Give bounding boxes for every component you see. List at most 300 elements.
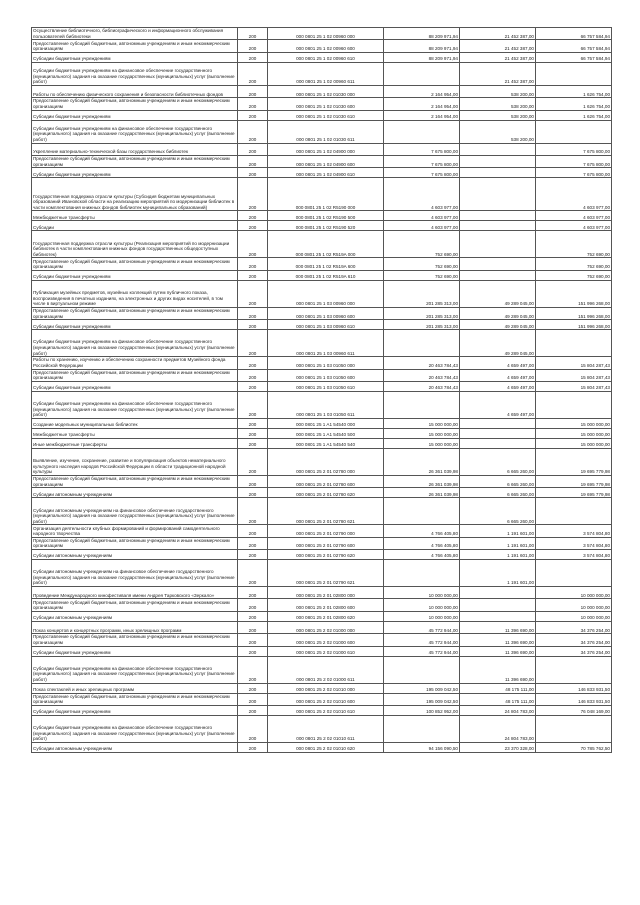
- classification-code-cell: 000 0801 25 1 02 R5190 520: [268, 221, 384, 231]
- remaining-amount-cell: 66 757 584,94: [536, 40, 612, 52]
- executed-amount-cell: 538 200,00: [460, 120, 536, 143]
- row-name-cell: Предоставление субсидий бюджетным, автономным учреждениям и иным некоммерческим организациям: [32, 475, 238, 487]
- admin-code-cell: 200: [238, 525, 268, 537]
- admin-code-cell: 200: [238, 178, 268, 211]
- table-row: [32, 357, 612, 369]
- classification-code-cell: 000 0801 25 2 01 02790 621: [268, 560, 384, 587]
- executed-amount-cell: [460, 221, 536, 231]
- table-row: [32, 706, 612, 716]
- classification-code-cell: 000 0801 25 2 02 01010 611: [268, 716, 384, 743]
- table-row: [32, 270, 612, 280]
- executed-amount-cell: 4 659 497,00: [460, 357, 536, 369]
- classification-code-cell: 000 0801 25 1 02 R5190 000: [268, 178, 384, 211]
- executed-amount-cell: 6 665 260,00: [460, 448, 536, 475]
- admin-code-cell: 200: [238, 307, 268, 319]
- remaining-amount-cell: [536, 62, 612, 85]
- remaining-amount-cell: 4 603 977,00: [536, 178, 612, 211]
- remaining-amount-cell: 15 804 287,43: [536, 381, 612, 391]
- table-row: [32, 448, 612, 475]
- row-name-cell: Субсидии бюджетным учреждениям на финансовое обеспечение государственного (муниципального) задания на оказание государственных (муниципальных) услуг (выполнение работ): [32, 391, 238, 418]
- classification-code-cell: 000 0801 25 1 02 00960 000: [268, 28, 384, 40]
- row-name-cell: Создание модельных муниципальных библиотек: [32, 418, 238, 428]
- classification-code-cell: 000 0801 25 2 01 02780 620: [268, 488, 384, 498]
- executed-amount-cell: 1 191 601,00: [460, 560, 536, 587]
- admin-code-cell: 200: [238, 143, 268, 155]
- remaining-amount-cell: [536, 560, 612, 587]
- executed-amount-cell: 6 665 260,00: [460, 475, 536, 487]
- approved-amount-cell: 88 209 971,94: [384, 28, 460, 40]
- row-name-cell: Предоставление субсидий бюджетным, автономным учреждениям и иным некоммерческим организациям: [32, 537, 238, 549]
- executed-amount-cell: 11 396 690,00: [460, 656, 536, 683]
- approved-amount-cell: 45 772 944,00: [384, 621, 460, 633]
- table-row: [32, 475, 612, 487]
- executed-amount-cell: [460, 211, 536, 221]
- admin-code-cell: 200: [238, 270, 268, 280]
- table-row: [32, 52, 612, 62]
- row-name-cell: Субсидии автономным учреждениям: [32, 550, 238, 560]
- approved-amount-cell: 10 000 000,00: [384, 611, 460, 621]
- approved-amount-cell: 201 285 313,00: [384, 280, 460, 307]
- row-name-cell: Субсидии бюджетным учреждениям на финансовое обеспечение государственного (муниципального) задания на оказание государственных (муниципальных) услуг (выполнение работ): [32, 62, 238, 85]
- executed-amount-cell: 24 804 783,00: [460, 716, 536, 743]
- executed-amount-cell: 11 396 690,00: [460, 646, 536, 656]
- remaining-amount-cell: 19 695 779,98: [536, 448, 612, 475]
- row-name-cell: Субсидии бюджетным учреждениям на финансовое обеспечение государственного (муниципального) задания на оказание государственных (муниципальных) услуг (выполнение работ): [32, 330, 238, 357]
- approved-amount-cell: [384, 120, 460, 143]
- admin-code-cell: 200: [238, 211, 268, 221]
- remaining-amount-cell: 7 675 800,00: [536, 168, 612, 178]
- executed-amount-cell: 48 175 111,00: [460, 693, 536, 705]
- remaining-amount-cell: [536, 330, 612, 357]
- table-row: [32, 381, 612, 391]
- row-name-cell: Предоставление субсидий бюджетным, автономным учреждениям и иным некоммерческим организациям: [32, 40, 238, 52]
- executed-amount-cell: 538 200,00: [460, 98, 536, 110]
- executed-amount-cell: [460, 155, 536, 167]
- remaining-amount-cell: [536, 120, 612, 143]
- admin-code-cell: 200: [238, 743, 268, 753]
- classification-code-cell: 000 0801 25 1 03 00960 611: [268, 330, 384, 357]
- approved-amount-cell: 15 000 000,00: [384, 418, 460, 428]
- executed-amount-cell: 48 175 111,00: [460, 683, 536, 693]
- remaining-amount-cell: 66 757 584,94: [536, 28, 612, 40]
- remaining-amount-cell: 1 626 754,00: [536, 110, 612, 120]
- remaining-amount-cell: 151 996 268,00: [536, 320, 612, 330]
- row-name-cell: Субсидии бюджетным учреждениям: [32, 110, 238, 120]
- remaining-amount-cell: 19 695 779,98: [536, 475, 612, 487]
- row-name-cell: Субсидии бюджетным учреждениям: [32, 270, 238, 280]
- approved-amount-cell: 2 164 954,00: [384, 110, 460, 120]
- table-row: [32, 62, 612, 85]
- remaining-amount-cell: 34 376 254,00: [536, 646, 612, 656]
- row-name-cell: Межбюджетные трансферты: [32, 428, 238, 438]
- row-name-cell: Субсидии бюджетным учреждениям: [32, 706, 238, 716]
- executed-amount-cell: 1 191 601,00: [460, 537, 536, 549]
- remaining-amount-cell: 7 675 800,00: [536, 155, 612, 167]
- executed-amount-cell: 538 200,00: [460, 110, 536, 120]
- executed-amount-cell: 1 191 601,00: [460, 525, 536, 537]
- approved-amount-cell: [384, 498, 460, 525]
- admin-code-cell: 200: [238, 40, 268, 52]
- table-row: [32, 611, 612, 621]
- executed-amount-cell: 6 665 260,00: [460, 498, 536, 525]
- table-row: [32, 587, 612, 599]
- approved-amount-cell: 45 772 944,00: [384, 646, 460, 656]
- approved-amount-cell: [384, 62, 460, 85]
- table-row: [32, 221, 612, 231]
- table-row: [32, 634, 612, 646]
- admin-code-cell: 200: [238, 120, 268, 143]
- row-name-cell: Субсидии бюджетным учреждениям: [32, 168, 238, 178]
- admin-code-cell: 200: [238, 550, 268, 560]
- approved-amount-cell: 4 766 405,80: [384, 525, 460, 537]
- approved-amount-cell: 10 000 000,00: [384, 587, 460, 599]
- remaining-amount-cell: 15 804 287,43: [536, 369, 612, 381]
- admin-code-cell: 200: [238, 587, 268, 599]
- table-row: [32, 656, 612, 683]
- table-row: [32, 85, 612, 97]
- classification-code-cell: 000 0801 25 2 01 02780 000: [268, 448, 384, 475]
- approved-amount-cell: 752 690,00: [384, 258, 460, 270]
- table-row: [32, 98, 612, 110]
- executed-amount-cell: 11 396 690,00: [460, 634, 536, 646]
- classification-code-cell: 000 0801 25 1 A1 54540 500: [268, 428, 384, 438]
- approved-amount-cell: 26 361 039,98: [384, 475, 460, 487]
- table-row: [32, 320, 612, 330]
- classification-code-cell: 000 0801 25 2 01 02780 621: [268, 498, 384, 525]
- row-name-cell: Предоставление субсидий бюджетным, автономным учреждениям и иным некоммерческим организациям: [32, 369, 238, 381]
- classification-code-cell: 000 0801 25 1 03 01050 610: [268, 381, 384, 391]
- executed-amount-cell: 21 452 387,00: [460, 40, 536, 52]
- table-row: [32, 110, 612, 120]
- executed-amount-cell: [460, 438, 536, 448]
- table-row: [32, 391, 612, 418]
- admin-code-cell: 200: [238, 28, 268, 40]
- classification-code-cell: 000 0801 25 2 02 01010 600: [268, 693, 384, 705]
- row-name-cell: Государственная поддержка отрасли культуры (Реализация мероприятий по модернизации библиотек в части комплектования книжных фондов государственных общедоступных библиотек): [32, 231, 238, 258]
- remaining-amount-cell: 752 690,00: [536, 258, 612, 270]
- classification-code-cell: 000 0801 25 1 02 01030 610: [268, 110, 384, 120]
- approved-amount-cell: 4 603 977,00: [384, 221, 460, 231]
- classification-code-cell: 000 0801 25 2 02 01010 620: [268, 743, 384, 753]
- row-name-cell: Предоставление субсидий бюджетным, автономным учреждениям и иным некоммерческим организациям: [32, 98, 238, 110]
- row-name-cell: Субсидии бюджетным учреждениям на финансовое обеспечение государственного (муниципального) задания на оказание государственных (муниципальных) услуг (выполнение работ): [32, 120, 238, 143]
- executed-amount-cell: 21 452 387,00: [460, 62, 536, 85]
- row-name-cell: Предоставление субсидий бюджетным, автономным учреждениям и иным некоммерческим организациям: [32, 155, 238, 167]
- remaining-amount-cell: 151 996 268,00: [536, 307, 612, 319]
- table-row: [32, 743, 612, 753]
- classification-code-cell: 000 0801 25 2 01 02800 000: [268, 587, 384, 599]
- executed-amount-cell: 21 452 387,00: [460, 28, 536, 40]
- executed-amount-cell: [460, 258, 536, 270]
- admin-code-cell: 200: [238, 381, 268, 391]
- admin-code-cell: 200: [238, 231, 268, 258]
- remaining-amount-cell: 1 626 754,00: [536, 98, 612, 110]
- classification-code-cell: 000 0801 25 1 A1 54540 540: [268, 438, 384, 448]
- executed-amount-cell: 6 665 260,00: [460, 488, 536, 498]
- approved-amount-cell: 15 000 000,00: [384, 438, 460, 448]
- admin-code-cell: 200: [238, 280, 268, 307]
- row-name-cell: Предоставление субсидий бюджетным, автономным учреждениям и иным некоммерческим организациям: [32, 599, 238, 611]
- classification-code-cell: 000 0801 25 2 01 02780 600: [268, 475, 384, 487]
- remaining-amount-cell: [536, 391, 612, 418]
- approved-amount-cell: 7 675 800,00: [384, 155, 460, 167]
- remaining-amount-cell: 10 000 000,00: [536, 611, 612, 621]
- admin-code-cell: 200: [238, 357, 268, 369]
- table-row: [32, 330, 612, 357]
- executed-amount-cell: 49 289 045,00: [460, 280, 536, 307]
- remaining-amount-cell: 15 804 287,43: [536, 357, 612, 369]
- remaining-amount-cell: 3 574 804,80: [536, 525, 612, 537]
- admin-code-cell: 200: [238, 85, 268, 97]
- table-row: [32, 143, 612, 155]
- admin-code-cell: 200: [238, 611, 268, 621]
- table-row: [32, 438, 612, 448]
- remaining-amount-cell: 752 690,00: [536, 270, 612, 280]
- row-name-cell: Публикация музейных предметов, музейных коллекций путем публичного показа, воспроизведения в печатных изданиях, на электронных и других видах носителей, в том числе в виртуальном режиме: [32, 280, 238, 307]
- table-row: [32, 178, 612, 211]
- approved-amount-cell: 4 766 405,80: [384, 550, 460, 560]
- admin-code-cell: 200: [238, 369, 268, 381]
- table-row: [32, 258, 612, 270]
- row-name-cell: Государственная поддержка отрасли культуры (Субсидия бюджетам муниципальных образований Ивановской области на реализацию мероприятий по модернизации библиотек в части комплектования книжных фондов библиотек муниципальных образований): [32, 178, 238, 211]
- admin-code-cell: 200: [238, 155, 268, 167]
- row-name-cell: Показ концертов и концертных программ, иных зрелищных программ: [32, 621, 238, 633]
- classification-code-cell: 000 0801 25 1 03 00960 000: [268, 280, 384, 307]
- table-row: [32, 560, 612, 587]
- classification-code-cell: 000 0801 25 1 02 R519A 600: [268, 258, 384, 270]
- row-name-cell: Выявление, изучение, сохранение, развитие и популяризация объектов нематериального культурного наследия народов Российской Федерации в области традиционной народной культуры: [32, 448, 238, 475]
- table-row: [32, 155, 612, 167]
- remaining-amount-cell: 4 603 977,00: [536, 211, 612, 221]
- row-name-cell: Показ спектаклей и иных зрелищных программ: [32, 683, 238, 693]
- table-row: [32, 418, 612, 428]
- classification-code-cell: 000 0801 25 1 02 04900 610: [268, 168, 384, 178]
- admin-code-cell: 200: [238, 110, 268, 120]
- admin-code-cell: 200: [238, 621, 268, 633]
- admin-code-cell: 200: [238, 693, 268, 705]
- table-row: [32, 621, 612, 633]
- admin-code-cell: 200: [238, 62, 268, 85]
- row-name-cell: Межбюджетные трансферты: [32, 211, 238, 221]
- executed-amount-cell: 21 452 387,00: [460, 52, 536, 62]
- executed-amount-cell: 4 659 497,00: [460, 391, 536, 418]
- classification-code-cell: 000 0801 25 2 02 01000 610: [268, 646, 384, 656]
- executed-amount-cell: [460, 587, 536, 599]
- classification-code-cell: 000 0801 25 2 01 02790 620: [268, 550, 384, 560]
- classification-code-cell: 000 0801 25 1 02 R519A 610: [268, 270, 384, 280]
- executed-amount-cell: 23 370 328,00: [460, 743, 536, 753]
- classification-code-cell: 000 0801 25 2 01 02790 600: [268, 537, 384, 549]
- approved-amount-cell: [384, 330, 460, 357]
- row-name-cell: Субсидии автономным учреждениям на финансовое обеспечение государственного (муниципального) задания на оказание государственных (муниципальных) услуг (выполнение работ): [32, 560, 238, 587]
- classification-code-cell: 000 0801 25 1 02 R5190 500: [268, 211, 384, 221]
- remaining-amount-cell: [536, 498, 612, 525]
- classification-code-cell: 000 0801 25 1 02 01030 000: [268, 85, 384, 97]
- approved-amount-cell: [384, 391, 460, 418]
- row-name-cell: Предоставление субсидий бюджетным, автономным учреждениям и иным некоммерческим организациям: [32, 307, 238, 319]
- row-name-cell: Субсидии автономным учреждениям: [32, 611, 238, 621]
- executed-amount-cell: 11 396 690,00: [460, 621, 536, 633]
- row-name-cell: Проведение Международного кинофестиваля имени Андрея Тарковского «Зеркало»: [32, 587, 238, 599]
- remaining-amount-cell: 10 000 000,00: [536, 587, 612, 599]
- approved-amount-cell: 100 852 952,00: [384, 706, 460, 716]
- classification-code-cell: 000 0801 25 1 02 04900 000: [268, 143, 384, 155]
- executed-amount-cell: [460, 418, 536, 428]
- remaining-amount-cell: 3 574 804,80: [536, 537, 612, 549]
- admin-code-cell: 200: [238, 646, 268, 656]
- row-name-cell: Субсидии бюджетным учреждениям: [32, 52, 238, 62]
- classification-code-cell: 000 0801 25 1 02 04900 600: [268, 155, 384, 167]
- remaining-amount-cell: 34 376 254,00: [536, 634, 612, 646]
- executed-amount-cell: [460, 428, 536, 438]
- approved-amount-cell: 4 766 405,80: [384, 537, 460, 549]
- admin-code-cell: 200: [238, 634, 268, 646]
- executed-amount-cell: 1 191 601,00: [460, 550, 536, 560]
- table-row: [32, 537, 612, 549]
- approved-amount-cell: 4 603 977,00: [384, 211, 460, 221]
- approved-amount-cell: 20 463 784,43: [384, 381, 460, 391]
- row-name-cell: Предоставление субсидий бюджетным, автономным учреждениям и иным некоммерческим организациям: [32, 634, 238, 646]
- executed-amount-cell: [460, 178, 536, 211]
- admin-code-cell: 200: [238, 320, 268, 330]
- table-row: [32, 369, 612, 381]
- row-name-cell: Субсидии автономным учреждениям: [32, 488, 238, 498]
- table-row: [32, 646, 612, 656]
- row-name-cell: Иные межбюджетные трансферты: [32, 438, 238, 448]
- admin-code-cell: 200: [238, 98, 268, 110]
- remaining-amount-cell: [536, 716, 612, 743]
- table-row: [32, 428, 612, 438]
- classification-code-cell: 000 0801 25 1 02 00960 610: [268, 52, 384, 62]
- executed-amount-cell: [460, 599, 536, 611]
- admin-code-cell: 200: [238, 498, 268, 525]
- remaining-amount-cell: 752 690,00: [536, 231, 612, 258]
- classification-code-cell: 000 0801 25 1 03 00960 600: [268, 307, 384, 319]
- row-name-cell: Осуществление библиотечного, библиографического и информационного обслуживания пользователей библиотеки: [32, 28, 238, 40]
- admin-code-cell: 200: [238, 716, 268, 743]
- approved-amount-cell: 20 463 784,43: [384, 369, 460, 381]
- approved-amount-cell: [384, 560, 460, 587]
- row-name-cell: Субсидии бюджетным учреждениям: [32, 646, 238, 656]
- executed-amount-cell: 24 804 783,00: [460, 706, 536, 716]
- classification-code-cell: 000 0801 25 2 02 01000 000: [268, 621, 384, 633]
- executed-amount-cell: 538 200,00: [460, 85, 536, 97]
- approved-amount-cell: 26 361 039,98: [384, 488, 460, 498]
- remaining-amount-cell: 1 626 754,00: [536, 85, 612, 97]
- admin-code-cell: 200: [238, 599, 268, 611]
- admin-code-cell: 200: [238, 391, 268, 418]
- table-row: [32, 599, 612, 611]
- remaining-amount-cell: 151 996 268,00: [536, 280, 612, 307]
- classification-code-cell: 000 0801 25 1 02 00960 600: [268, 40, 384, 52]
- row-name-cell: Предоставление субсидий бюджетным, автономным учреждениям и иным некоммерческим организациям: [32, 258, 238, 270]
- budget-table-body: [32, 28, 612, 753]
- row-name-cell: Укрепление материально-технической базы государственных библиотек: [32, 143, 238, 155]
- approved-amount-cell: 15 000 000,00: [384, 428, 460, 438]
- classification-code-cell: 000 0801 25 1 02 R519A 000: [268, 231, 384, 258]
- classification-code-cell: 000 0801 25 2 01 02800 600: [268, 599, 384, 611]
- classification-code-cell: 000 0801 25 2 02 01010 610: [268, 706, 384, 716]
- admin-code-cell: 200: [238, 488, 268, 498]
- executed-amount-cell: [460, 611, 536, 621]
- remaining-amount-cell: 66 757 584,94: [536, 52, 612, 62]
- approved-amount-cell: 2 164 954,00: [384, 85, 460, 97]
- remaining-amount-cell: 4 603 977,00: [536, 221, 612, 231]
- table-row: [32, 498, 612, 525]
- remaining-amount-cell: 10 000 000,00: [536, 599, 612, 611]
- remaining-amount-cell: 15 000 000,00: [536, 428, 612, 438]
- row-name-cell: Субсидии автономным учреждениям: [32, 743, 238, 753]
- table-row: [32, 120, 612, 143]
- classification-code-cell: 000 0801 25 1 A1 54540 000: [268, 418, 384, 428]
- executed-amount-cell: [460, 231, 536, 258]
- admin-code-cell: 200: [238, 656, 268, 683]
- approved-amount-cell: 20 463 784,43: [384, 357, 460, 369]
- remaining-amount-cell: 15 000 000,00: [536, 438, 612, 448]
- row-name-cell: Субсидии: [32, 221, 238, 231]
- classification-code-cell: 000 0801 25 1 03 01050 600: [268, 369, 384, 381]
- executed-amount-cell: 4 659 497,00: [460, 381, 536, 391]
- approved-amount-cell: 26 361 039,98: [384, 448, 460, 475]
- approved-amount-cell: 45 772 944,00: [384, 634, 460, 646]
- admin-code-cell: 200: [238, 258, 268, 270]
- approved-amount-cell: 2 164 954,00: [384, 98, 460, 110]
- table-row: [32, 693, 612, 705]
- executed-amount-cell: 49 289 045,00: [460, 307, 536, 319]
- table-row: [32, 280, 612, 307]
- remaining-amount-cell: 70 785 762,50: [536, 743, 612, 753]
- approved-amount-cell: 4 603 977,00: [384, 178, 460, 211]
- executed-amount-cell: [460, 143, 536, 155]
- admin-code-cell: 200: [238, 221, 268, 231]
- classification-code-cell: 000 0801 25 2 02 01010 000: [268, 683, 384, 693]
- approved-amount-cell: 94 156 090,50: [384, 743, 460, 753]
- row-name-cell: Работы по обеспечению физического сохранения и безопасности библиотечных фондов: [32, 85, 238, 97]
- approved-amount-cell: 195 009 042,50: [384, 693, 460, 705]
- approved-amount-cell: 10 000 000,00: [384, 599, 460, 611]
- approved-amount-cell: 7 675 800,00: [384, 143, 460, 155]
- approved-amount-cell: [384, 716, 460, 743]
- approved-amount-cell: 88 209 971,94: [384, 52, 460, 62]
- approved-amount-cell: [384, 656, 460, 683]
- row-name-cell: Субсидии бюджетным учреждениям: [32, 381, 238, 391]
- table-row: [32, 168, 612, 178]
- remaining-amount-cell: 146 833 931,50: [536, 693, 612, 705]
- classification-code-cell: 000 0801 25 2 01 02800 620: [268, 611, 384, 621]
- classification-code-cell: 000 0801 25 1 03 00960 610: [268, 320, 384, 330]
- table-row: [32, 550, 612, 560]
- admin-code-cell: 200: [238, 448, 268, 475]
- remaining-amount-cell: 3 574 804,80: [536, 550, 612, 560]
- approved-amount-cell: 195 009 042,50: [384, 683, 460, 693]
- admin-code-cell: 200: [238, 418, 268, 428]
- classification-code-cell: 000 0801 25 1 02 01030 611: [268, 120, 384, 143]
- table-row: [32, 525, 612, 537]
- admin-code-cell: 200: [238, 706, 268, 716]
- executed-amount-cell: 4 659 497,00: [460, 369, 536, 381]
- classification-code-cell: 000 0801 25 2 02 01000 600: [268, 634, 384, 646]
- approved-amount-cell: 752 690,00: [384, 270, 460, 280]
- admin-code-cell: 200: [238, 438, 268, 448]
- table-row: [32, 28, 612, 40]
- row-name-cell: Предоставление субсидий бюджетным, автономным учреждениям и иным некоммерческим организациям: [32, 693, 238, 705]
- table-row: [32, 231, 612, 258]
- admin-code-cell: 200: [238, 428, 268, 438]
- classification-code-cell: 000 0801 25 1 03 01050 611: [268, 391, 384, 418]
- admin-code-cell: 200: [238, 475, 268, 487]
- row-name-cell: Работы по хранению, изучению и обеспечению сохранности предметов Музейного фонда Российской Федерации: [32, 357, 238, 369]
- classification-code-cell: 000 0801 25 2 01 02790 000: [268, 525, 384, 537]
